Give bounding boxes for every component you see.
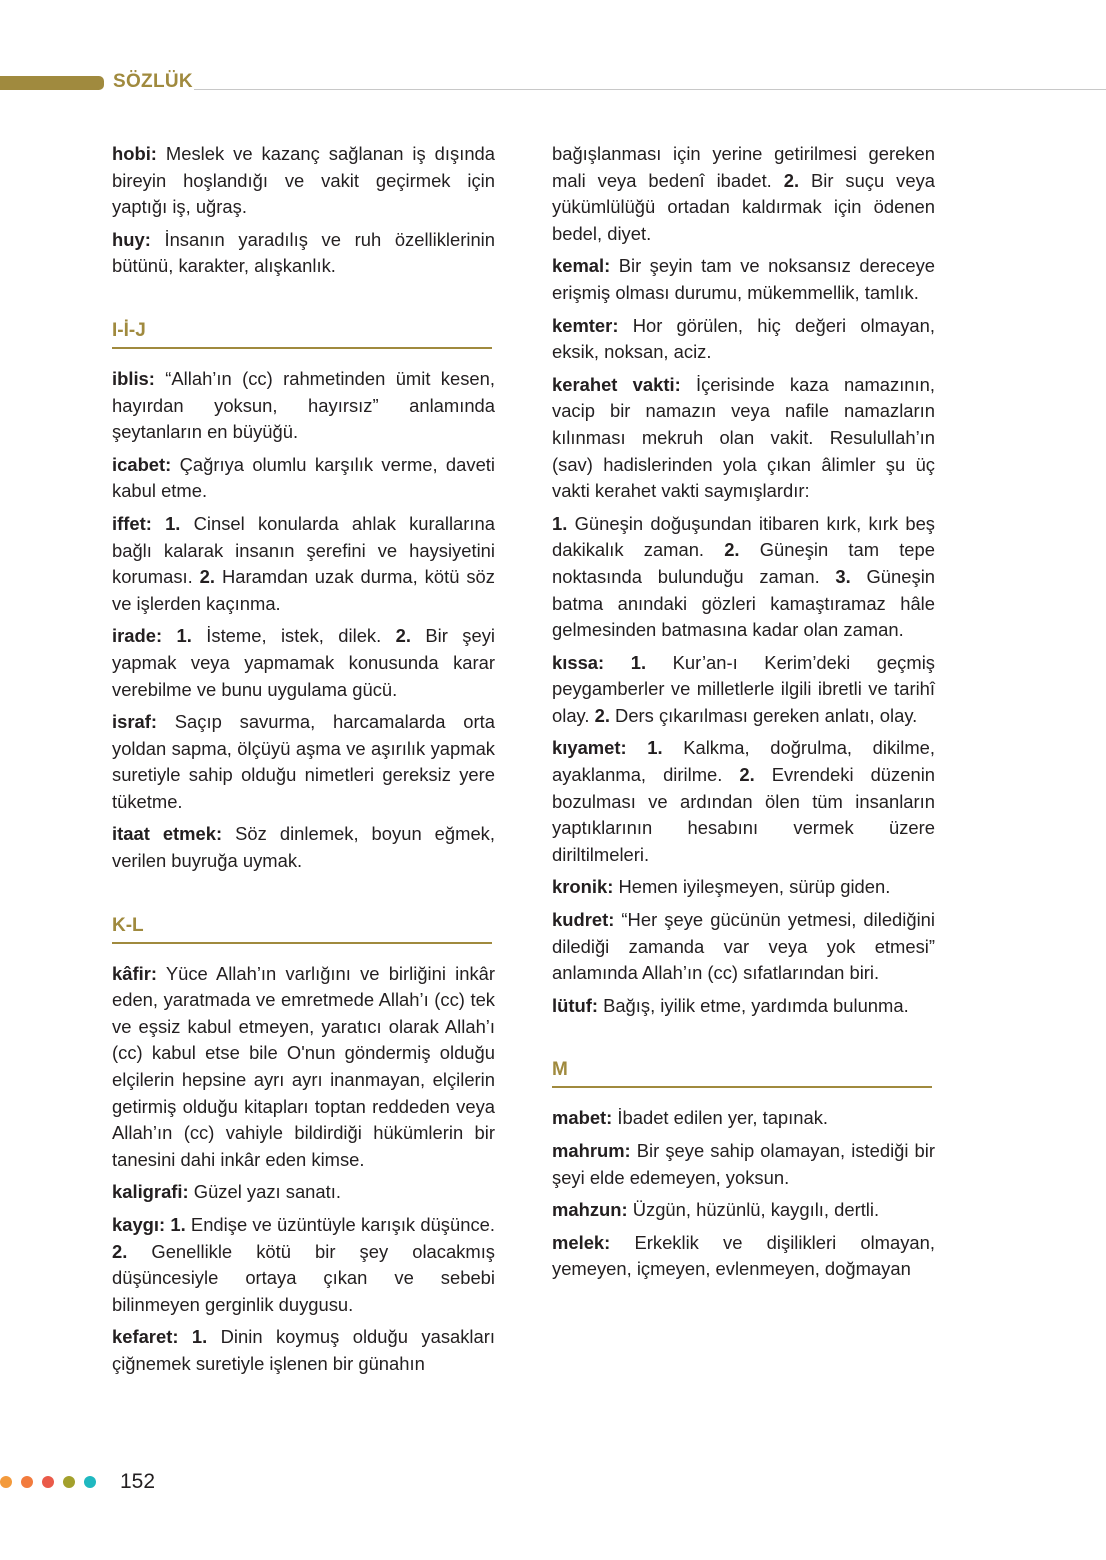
dictionary-entry (112, 227, 495, 280)
sense-number: 2. (199, 566, 216, 588)
entry-definition: Yüce Allah’ın varlığını ve birliğini inkâr eden, yaratmada ve emretmede Allah’ı (cc) tek ve eşsiz kabul etmeyen, yaratıcı olarak Allah’ı (cc) kabul etse bile O'nun göndermiş olduğu elçilerin hepsine ayrı ayrı inanmayan, elçilerin getirmiş olduğu kitapları toptan reddeden veya Allah’ın (cc) vahiyle bildirdiği hükümlerin bir tanesini dahi inkâr eden kimse. (112, 962, 495, 1170)
entry-definition: İbadet edilen yer, tapınak. (612, 1107, 829, 1129)
section-heading: M (552, 1057, 932, 1088)
sense-number: 1. (170, 1214, 186, 1235)
header-accent-bar (0, 76, 104, 90)
entry-term: kıssa: (552, 651, 605, 673)
entry-term: kâfir: (112, 962, 157, 984)
entry-definition: 1. Endişe ve üzüntüyle karışık düşünce. 2. Genellikle kötü bir şey olacakmış düşüncesiyle ortaya çıkan ve sebebi bilinmeyen gerginlik duygusu. (112, 1214, 495, 1315)
entry-term: israf: (112, 711, 157, 733)
entry-definition: 1. Cinsel konularda ahlak kurallarına bağlı kalarak insanın şerefini ve haysiyetini koruması. 2. Haramdan uzak durma, kötü söz ve işlerden kaçınma. (112, 512, 495, 614)
sense-number: 2. (724, 539, 740, 561)
dictionary-entry (112, 961, 495, 1174)
entry-definition: bağışlanması için yerine getirilmesi gereken mali veya bedenî ibadet. 2. Bir suçu veya yükümlülüğü ortadan kaldırmak için ödenen bedel, diyet. (552, 143, 935, 244)
entry-definition: Hor görülen, hiç değeri olmayan, eksik, noksan, aciz. (552, 314, 935, 363)
sense-number: 2. (112, 1240, 128, 1262)
entry-term: mahzun: (552, 1199, 628, 1221)
entry-definition: Bir şeyin tam ve noksansız dereceye erişmiş olması durumu, mükemmellik, tamlık. (552, 255, 935, 303)
sense-number: 2. (395, 625, 411, 647)
dot-icon (42, 1476, 54, 1488)
dictionary-entry (112, 709, 495, 815)
dictionary-entry (112, 1212, 495, 1318)
dictionary-entry (552, 313, 935, 366)
entry-term: mahrum: (552, 1140, 631, 1161)
entry-term: melek: (552, 1231, 611, 1253)
dot-icon (21, 1476, 33, 1488)
entry-definition: Saçıp savurma, harcamalarda orta yoldan sapma, ölçüyü aşma ve aşırılık yapmak suretiyle sahip olduğu nimetleri gereksiz yere tüketme. (112, 711, 495, 812)
dictionary-entry (112, 1179, 495, 1206)
entry-term: kemal: (552, 255, 611, 277)
entry-definition: Meslek ve kazanç sağlanan iş dışında bireyin hoşlandığı ve vakit geçirmek için yaptığı iş, uğraş. (112, 143, 495, 218)
entry-definition: 1. Güneşin doğuşundan itibaren kırk, kırk beş dakikalık zaman. 2. Güneşin tam tepe noktasında bulunduğu zaman. 3. Güneşin batma anındaki gözleri kamaştıramaz hâle gelmesinden batmasına kadar olan zaman. (552, 512, 936, 641)
dictionary-entry (552, 372, 935, 505)
entry-term: kaygı: (112, 1214, 166, 1235)
entry-definition: Söz dinlemek, boyun eğmek, verilen buyruğa uymak. (112, 823, 495, 872)
entry-term: iffet: (112, 512, 152, 534)
entry-term: lütuf: (552, 994, 598, 1016)
entry-term: iblis: (112, 367, 155, 389)
entry-definition: “Allah’ın (cc) rahmetinden ümit kesen, hayırdan yoksun, hayırsız” anlamında şeytanların en büyüğü. (112, 367, 495, 443)
entry-definition: Hemen iyileşmeyen, sürüp giden. (613, 876, 891, 898)
section-heading: I-İ-J (112, 318, 492, 349)
dictionary-entry (112, 366, 495, 446)
dictionary-entry (552, 141, 935, 247)
dictionary-entry (552, 511, 935, 644)
page-title: SÖZLÜK (113, 71, 193, 92)
entry-term: hobi: (112, 143, 157, 164)
entry-term: kıyamet: (552, 737, 627, 759)
entry-definition: İnsanın yaradılış ve ruh özelliklerinin bütünü, karakter, alışkanlık. (112, 228, 495, 277)
sense-number: 3. (835, 565, 851, 587)
entry-definition: 1. Dinin koymuş olduğu yasakları çiğnemek suretiyle işlenen bir günahın (112, 1326, 495, 1374)
dictionary-entry (112, 511, 495, 617)
page-number: 152 (120, 1470, 156, 1493)
dictionary-entry (112, 452, 495, 505)
entry-definition: İçerisinde kaza namazının, vacip bir namazın veya nafile namazların kılınması mekruh olan vakit. Resulullah’ın (sav) hadislerinden yola çıkan âlimler şu üç vakti kerahet vakti saymışlardır: (552, 373, 935, 502)
entry-term: irade: (112, 625, 163, 647)
dictionary-entry (552, 1197, 935, 1224)
entry-term: kudret: (552, 909, 615, 931)
dictionary-entry (552, 1230, 935, 1283)
entry-definition: 1. İsteme, istek, dilek. 2. Bir şeyi yapmak veya yapmamak konusunda karar verebilme ve bunu uygulama gücü. (112, 625, 495, 700)
dictionary-entry (552, 253, 935, 306)
dot-icon (63, 1476, 75, 1488)
dictionary-entry (552, 1138, 935, 1191)
entry-term: kronik: (552, 876, 614, 898)
sense-number: 2. (783, 169, 800, 191)
dictionary-entry (112, 623, 495, 703)
entry-term: kemter: (552, 314, 619, 336)
entry-definition: Erkeklik ve dişilikleri olmayan, yemeyen, içmeyen, evlenmeyen, doğmayan (552, 1231, 935, 1280)
dictionary-entry (552, 735, 935, 868)
sense-number: 2. (739, 764, 755, 786)
sense-number: 1. (176, 625, 192, 647)
entry-definition: Güzel yazı sanatı. (188, 1181, 341, 1203)
dot-icon (0, 1476, 12, 1488)
entry-definition: Çağrıya olumlu karşılık verme, daveti kabul etme. (112, 453, 495, 502)
entry-definition: Bir şeye sahip olamayan, istediği bir şeyi elde edemeyen, yoksun. (552, 1140, 935, 1188)
dictionary-entry (552, 650, 935, 730)
right-column (552, 141, 935, 1289)
header-divider (194, 89, 1106, 90)
entry-definition: Bağış, iyilik etme, yardımda bulunma. (597, 994, 909, 1016)
entry-term: icabet: (112, 453, 172, 475)
dictionary-entry (552, 874, 935, 901)
sense-number: 1. (165, 512, 181, 534)
entry-definition: 1. Kur’an-ı Kerim’deki geçmiş peygamberler ve milletlerle ilgili ibretli ve tarihî olay. 2. Ders çıkarılması gereken anlatı, olay. (552, 651, 935, 726)
sense-number: 1. (647, 737, 663, 759)
sense-number: 1. (552, 512, 568, 534)
entry-term: kefaret: (112, 1326, 179, 1348)
entry-definition: Üzgün, hüzünlü, kaygılı, dertli. (627, 1199, 880, 1221)
sense-number: 1. (191, 1326, 208, 1348)
dictionary-entry (112, 1324, 495, 1377)
footer-dots (0, 1476, 96, 1488)
entry-term: huy: (112, 228, 151, 250)
sense-number: 1. (630, 651, 647, 673)
entry-term: mabet: (552, 1107, 613, 1129)
sense-number: 2. (594, 704, 610, 726)
dictionary-entry (552, 1105, 935, 1132)
left-column (112, 141, 495, 1384)
entry-term: kerahet vakti: (552, 373, 681, 395)
dictionary-entry (112, 141, 495, 221)
entry-definition: “Her şeye gücünün yetmesi, dilediğini dilediği zamanda var veya yok etmesi” anlamında Allah’ın (cc) sıfatlarından biri. (552, 909, 935, 984)
dictionary-entry (112, 821, 495, 874)
entry-definition: 1. Kalkma, doğrulma, dikilme, ayaklanma, dirilme. 2. Evrendeki düzenin bozulması ve ardından ölen tüm insanların yaptıklarının hesabını vermek üzere diriltilmeleri. (552, 737, 936, 865)
dot-icon (84, 1476, 96, 1488)
entry-term: kaligrafi: (112, 1181, 189, 1203)
section-heading: K-L (112, 913, 492, 944)
dictionary-entry (552, 907, 935, 987)
dictionary-entry (552, 993, 935, 1020)
entry-term: itaat etmek: (112, 823, 223, 845)
